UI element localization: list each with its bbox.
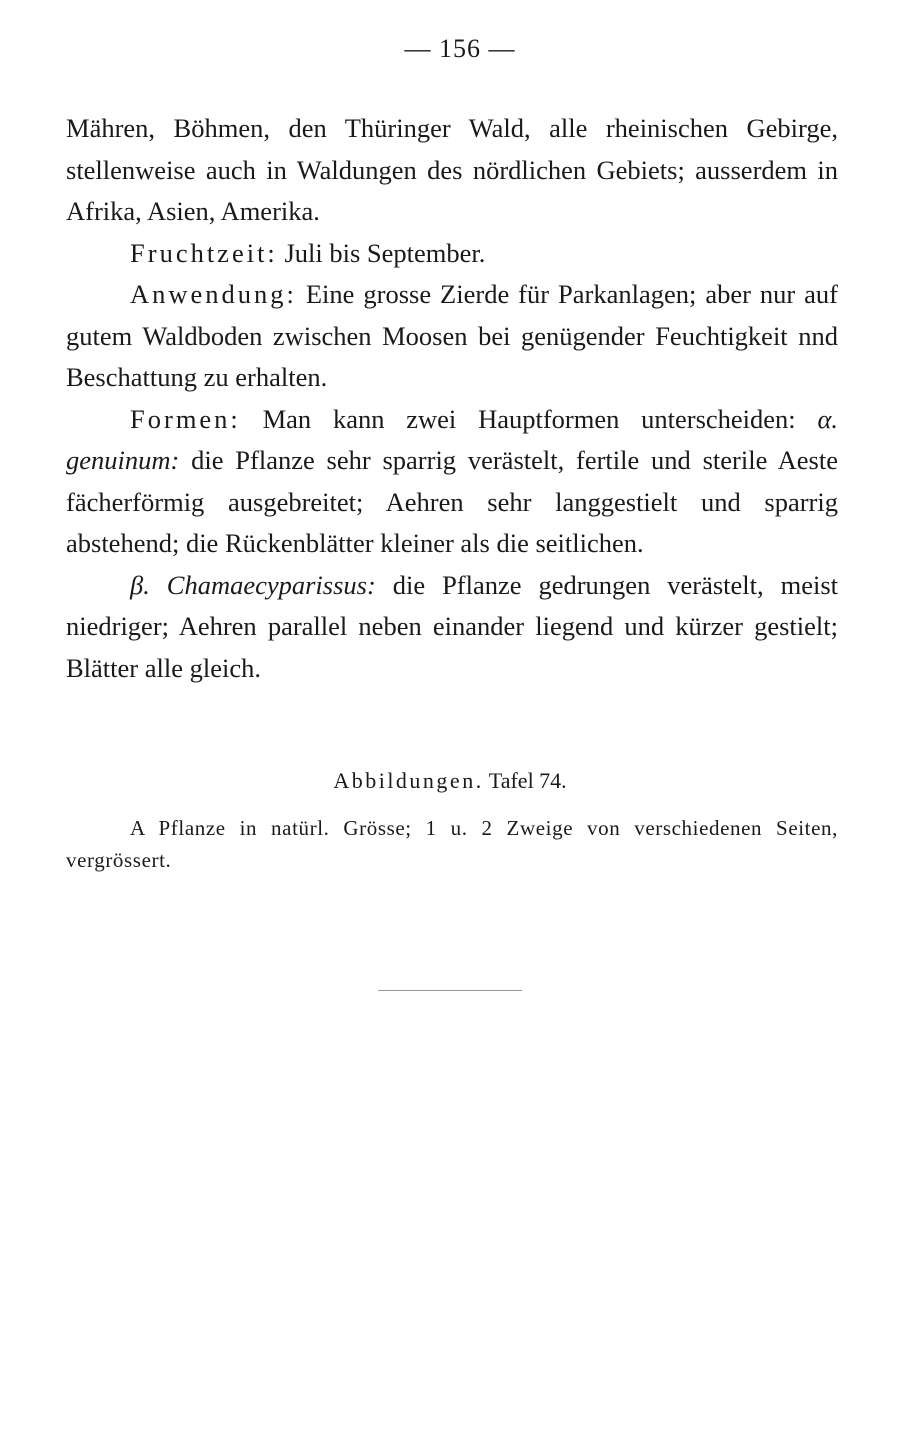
text-genuinum: die Pflanze sehr sparrig verästelt, fertile und sterile Aeste fächerförmig ausgebreitet; Aehren sehr langgestielt und sparrig abstehend; die Rückenblätter kleiner als die seitlichen. — [66, 445, 838, 558]
label-fruchtzeit: Fruchtzeit: — [130, 237, 278, 268]
page-number: — 156 — — [404, 34, 516, 63]
text-formen-intro: Man kann zwei Hauptformen unterscheiden: — [240, 403, 818, 434]
label-formen: Formen: — [130, 403, 241, 434]
text-fruchtzeit: Juli bis September. — [277, 237, 486, 268]
paragraph-forms — [66, 399, 838, 565]
body-text — [66, 108, 838, 689]
paragraph-form-chamaecyparissus — [66, 565, 838, 690]
text-chamaecyparissus: die Pflanze gedrungen verästelt, meist niedriger; Aehren parallel neben einander liegend und kürzer gestielt; Blätter alle gleich. — [66, 569, 838, 683]
end-rule — [378, 990, 522, 991]
paragraph-usage — [66, 274, 838, 399]
label-anwendung: Anwendung: — [130, 279, 297, 309]
form-genuinum: α. genuinum: — [66, 403, 838, 475]
figures-heading — [0, 768, 900, 794]
paragraph-distribution: Mähren, Böhmen, den Thüringer Wald, alle rheinischen Gebirge, stellenweise auch in Waldungen des nördlichen Gebiets; ausserdem in Afrika, Asien, Amerika. — [66, 113, 838, 226]
text-anwendung: Eine grosse Zierde für Parkanlagen; aber nur auf gutem Waldboden zwischen Moosen bei genügender Feuchtigkeit nnd Beschattung zu erhalten. — [66, 279, 838, 392]
form-chamaecyparissus: β. Chamaecyparissus: — [130, 569, 376, 600]
figures-caption: A Pflanze in natürl. Grösse; 1 u. 2 Zweige von verschiedenen Seiten, vergrössert. — [66, 816, 838, 872]
figures-label: Abbildungen. — [333, 768, 484, 793]
figures-plate: Tafel 74. — [483, 768, 567, 793]
paragraph-fruiting-time — [66, 233, 838, 275]
